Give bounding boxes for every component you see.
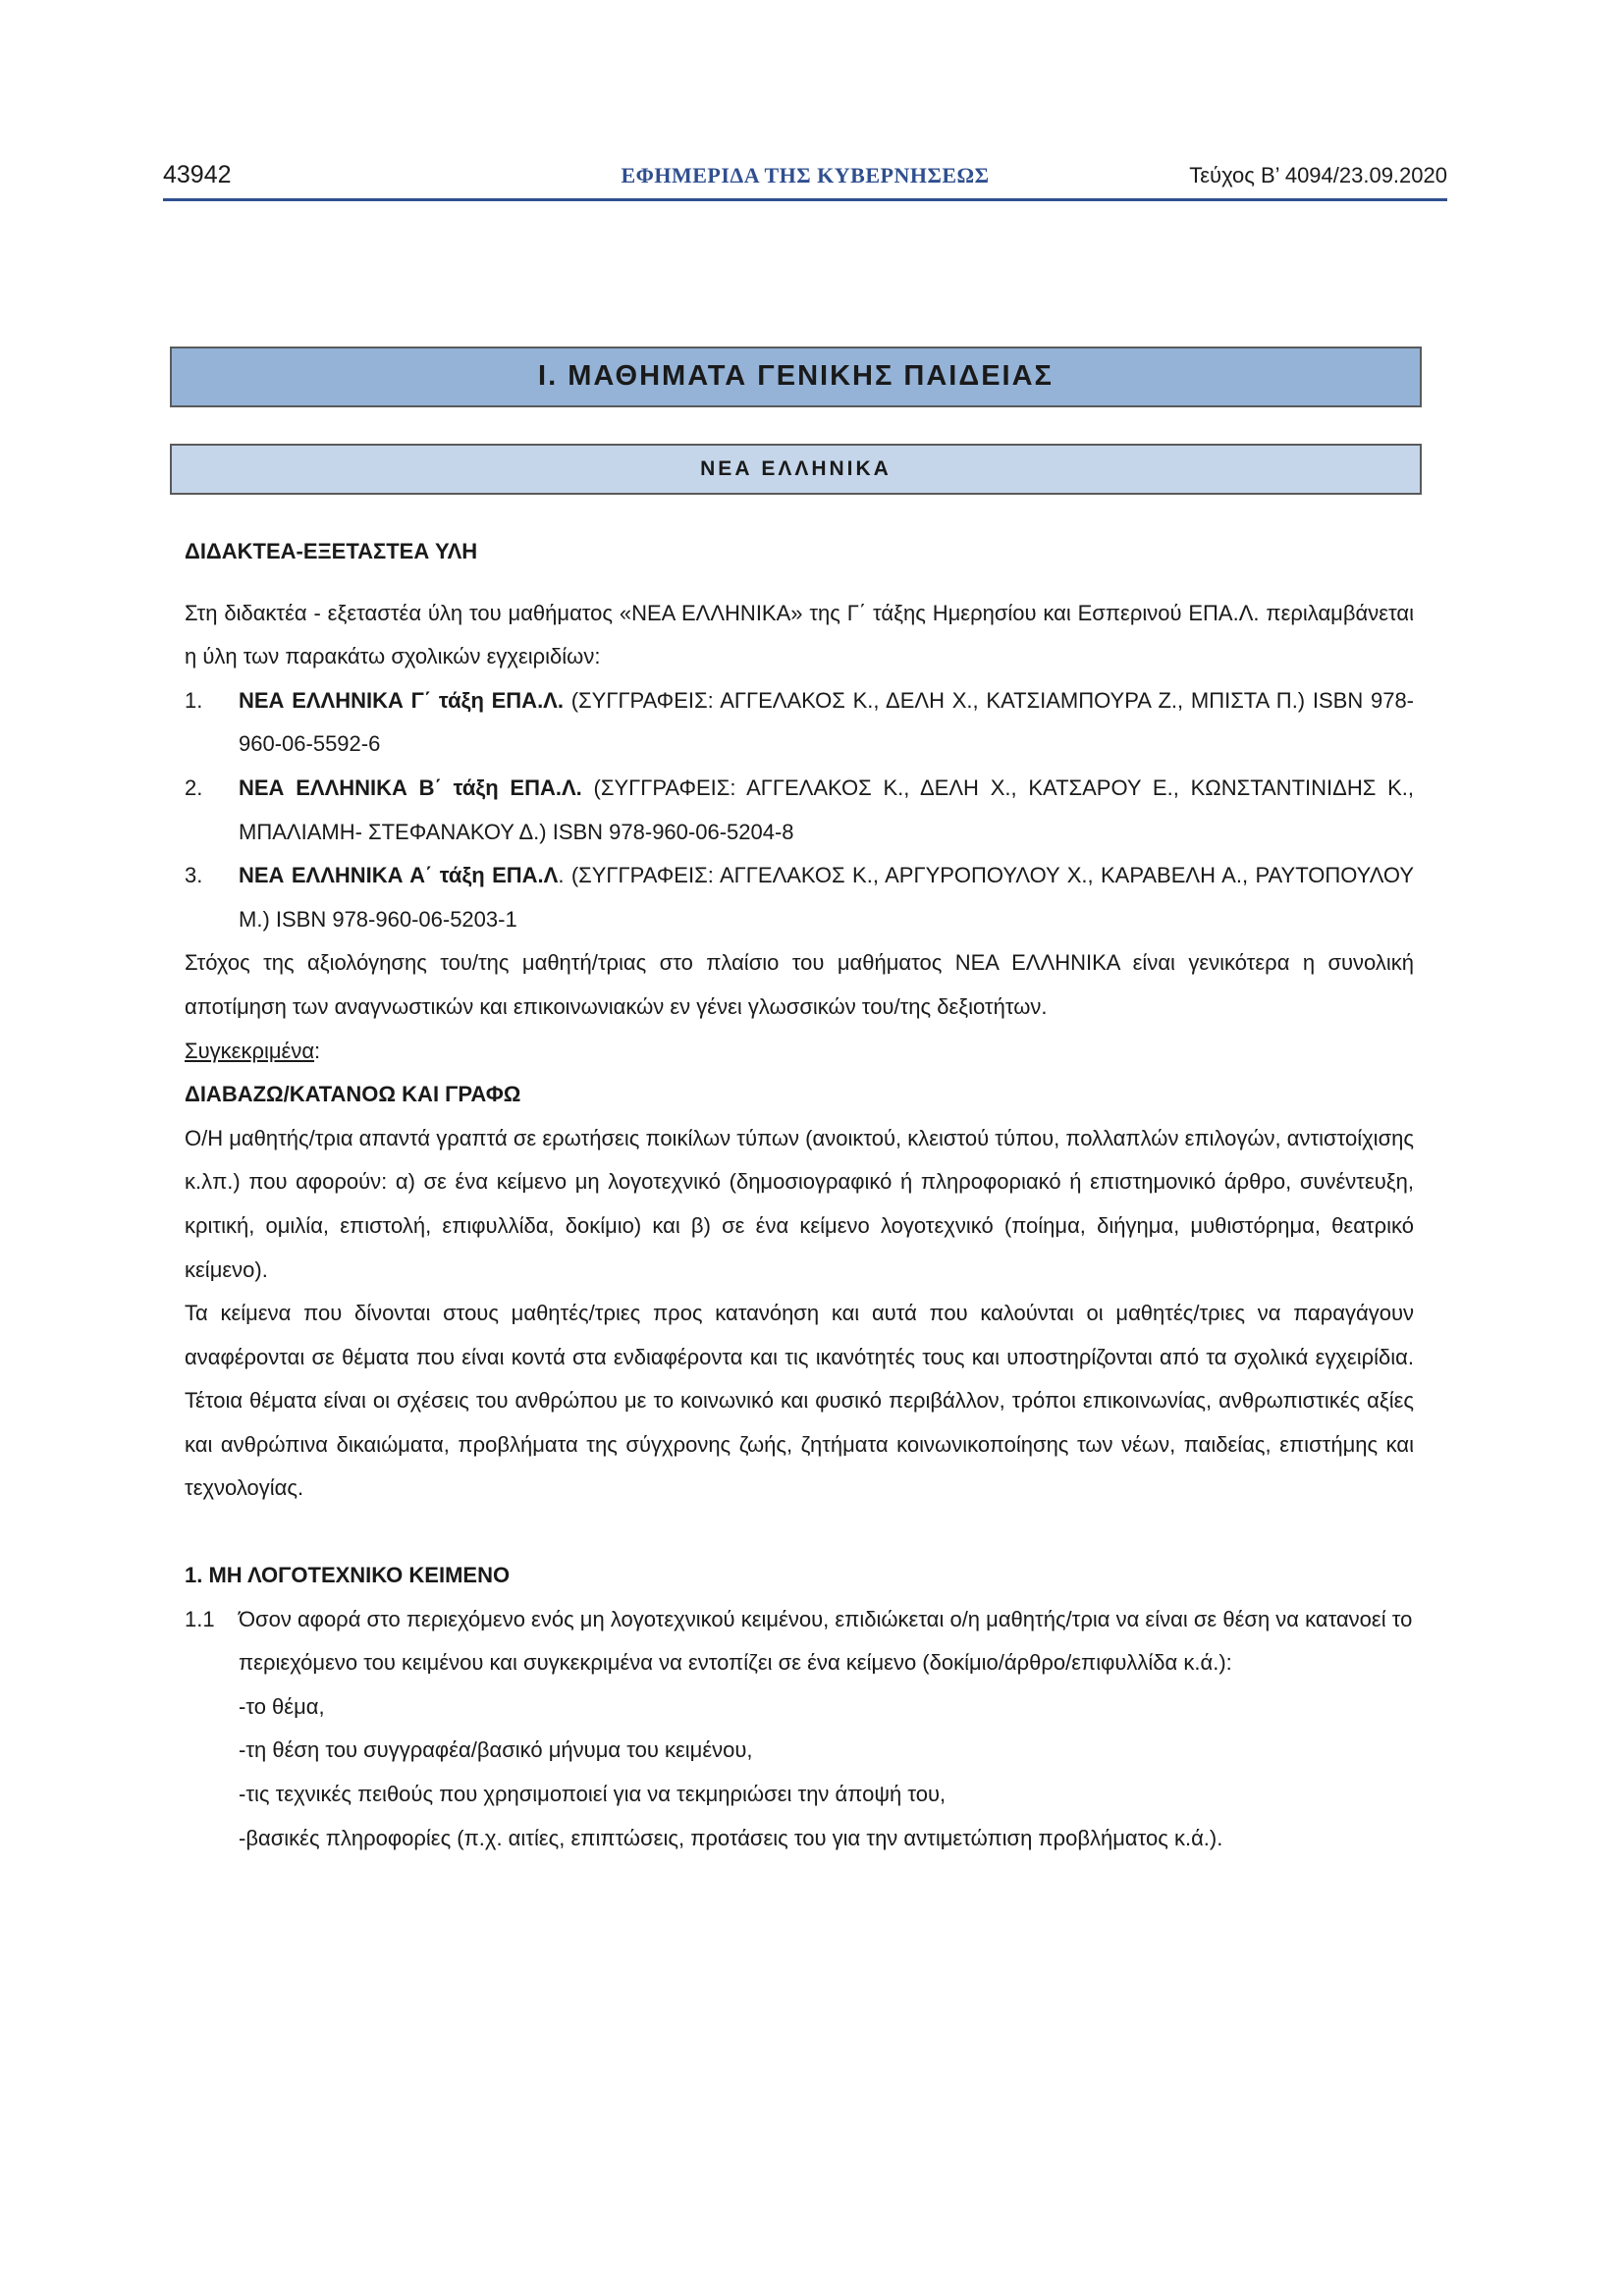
intro-paragraph: Στη διδακτέα - εξεταστέα ύλη του μαθήματος «ΝΕΑ ΕΛΛΗΝΙΚΑ» της Γ΄ τάξης Ημερησίου και Εσπερινού ΕΠΑ.Λ. περιλαμβάνεται η ύλη των παρακάτω σχολικών εγχειριδίων: [185, 600, 1414, 669]
page-header [163, 157, 1447, 201]
section-banner: Ι. ΜΑΘΗΜΑΤΑ ΓΕΝΙΚΗΣ ΠΑΙΔΕΙΑΣ [170, 347, 1422, 407]
book-title: ΝΕΑ ΕΛΛΗΝΙΚΑ Α΄ τάξη ΕΠΑ.Λ [239, 863, 559, 888]
paragraph: Τα κείμενα που δίνονται στους μαθητές/τριες προς κατανόηση και αυτά που καλούνται οι μαθητές/τριες να παραγάγουν αναφέρονται σε θέματα που είναι κοντά στα ενδιαφέροντα και τις ικανότητές τους και υποστηρίζονται από τα σχολικά εγχειρίδια. Τέτοια θέματα είναι οι σχέσεις του ανθρώπου με το κοινωνικό και φυσικό περιβάλλον, τρόποι επικοινωνίας, ανθρωπιστικές αξίες και ανθρώπινα δικαιώματα, προβλήματα της σύγχρονης ζωής, ζητήματα κοινωνικοποίησης των νέων, παιδείας, επιστήμης και τεχνολογίας. [185, 1301, 1414, 1501]
paragraph: Ο/Η μαθητής/τρια απαντά γραπτά σε ερωτήσεις ποικίλων τύπων (ανοικτού, κλειστού τύπου, πολλαπλών επιλογών, αντιστοίχισης κ.λπ.) που αφορούν: α) σε ένα κείμενο μη λογοτεχνικό (δημοσιογραφικό ή πληροφοριακό ή επιστημονικό άρθρο, συνέντευξη, κριτική, ομιλία, επιστολή, επιφυλλίδα, δοκίμιο) και β) σε ένα κείμενο λογοτεχνικό (ποίημα, διήγημα, μυθιστόρημα, θεατρικό κείμενο). [185, 1125, 1414, 1282]
read-write-heading: ΔΙΑΒΑΖΩ/ΚΑΤΑΝΟΩ ΚΑΙ ΓΡΑΦΩ [185, 1082, 521, 1107]
subsection-text: Όσον αφορά στο περιεχόμενο ενός μη λογοτεχνικού κειμένου, επιδιώκεται ο/η μαθητής/τρια να είναι σε θέση να κατανοεί το περιεχόμενο του κειμένου και συγκεκριμένα να εντοπίζει σε ένα κείμενο (δοκίμιο/άρθρο/επιφυλλίδα κ.ά.): [239, 1606, 1413, 1676]
document-body [185, 530, 1414, 1860]
bullet-item: -τις τεχνικές πειθούς που χρησιμοποιεί για να τεκμηριώσει την άποψή του, [239, 1782, 947, 1807]
specifically-label [185, 1030, 1414, 1074]
subject-banner: ΝΕΑ ΕΛΛΗΝΙΚΑ [170, 444, 1422, 495]
page-number: 43942 [163, 161, 232, 188]
gazette-title: ΕΦΗΜΕΡΙΔΑ ΤΗΣ ΚΥΒΕΡΝΗΣΕΩΣ [621, 163, 990, 187]
list-item [185, 679, 1414, 767]
book-details: (ΣΥΓΓΡΑΦΕΙΣ: ΑΓΓΕΛΑΚΟΣ Κ., ΔΕΛΗ Χ., ΚΑΤΣΙΑΜΠΟΥΡΑ Ζ., ΜΠΙΣΤΑ Π.) ISBN 978-960-06-5592-6 [239, 687, 1415, 757]
book-title: ΝΕΑ ΕΛΛΗΝΙΚΑ Γ΄ τάξη ΕΠΑ.Λ. [239, 687, 564, 713]
issue-info: Τεύχος Β’ 4094/23.09.2020 [1189, 163, 1447, 187]
list-item [185, 767, 1414, 854]
material-heading: ΔΙΔΑΚΤΕΑ-ΕΞΕΤΑΣΤΕΑ ΥΛΗ [185, 539, 478, 563]
bullet-item: -τη θέση του συγγραφέα/βασικό μήνυμα του κειμένου, [239, 1737, 753, 1763]
book-details: (ΣΥΓΓΡΑΦΕΙΣ: ΑΓΓΕΛΑΚΟΣ Κ., ΔΕΛΗ Χ., ΚΑΤΣΑΡΟΥ Ε., ΚΩΝΣΤΑΝΤΙΝΙΔΗΣ Κ., ΜΠΑΛΙΑΜΗ- ΣΤΕΦΑΝΑΚΟΥ Δ.) ISBN 978-960-06-5204-8 [239, 774, 1414, 844]
list-number: 2. [185, 774, 203, 800]
list-number: 1. [185, 687, 203, 713]
nonliterary-heading: 1. ΜΗ ΛΟΓΟΤΕΧΝΙΚΟ ΚΕΙΜΕΝΟ [185, 1563, 511, 1588]
book-details: . (ΣΥΓΓΡΑΦΕΙΣ: ΑΓΓΕΛΑΚΟΣ Κ., ΑΡΓΥΡΟΠΟΥΛΟΥ Χ., ΚΑΡΑΒΕΛΗ Α., ΡΑΥΤΟΠΟΥΛΟΥ Μ.) ISBN 978-960-06-5203-1 [239, 863, 1415, 932]
list-item [185, 854, 1414, 941]
bullet-item: -βασικές πληροφορίες (π.χ. αιτίες, επιπτώσεις, προτάσεις του για την αντιμετώπιση προβλήματος κ.ά.). [239, 1825, 1223, 1850]
bullet-item: -το θέμα, [239, 1693, 325, 1719]
textbook-list [185, 679, 1414, 942]
goal-paragraph: Στόχος της αξιολόγησης του/της μαθητή/τριας στο πλαίσιο του μαθήματος ΝΕΑ ΕΛΛΗΝΙΚΑ είναι γενικότερα η συνολική αποτίμηση των αναγνωστικών και επικοινωνιακών εν γένει γλωσσικών του/της δεξιοτήτων. [185, 950, 1414, 1019]
list-number: 3. [185, 863, 203, 888]
subsection-number: 1.1 [185, 1606, 215, 1631]
specifically-text: Συγκεκριμένα [185, 1038, 315, 1063]
subsection-1-1 [185, 1598, 1414, 1861]
book-title: ΝΕΑ ΕΛΛΗΝΙΚΑ Β΄ τάξη ΕΠΑ.Λ. [239, 774, 582, 800]
specifically-colon: : [314, 1038, 321, 1063]
